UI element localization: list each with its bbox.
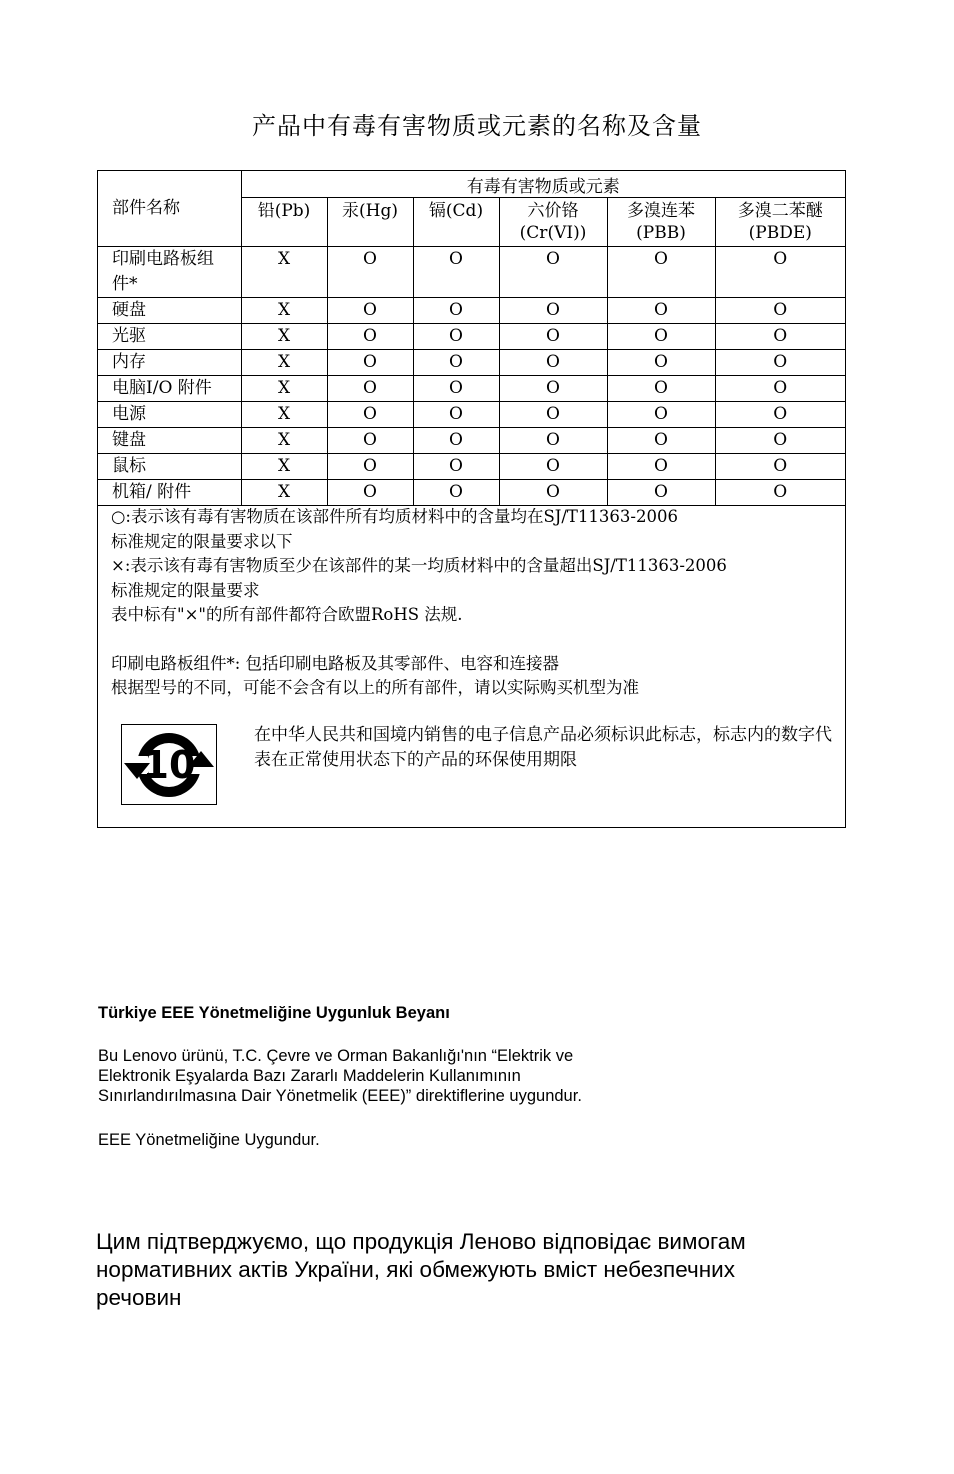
substance-header bbox=[413, 198, 499, 247]
substance-header bbox=[715, 198, 845, 247]
substance-value-cell: X bbox=[241, 298, 327, 324]
note-line: 根据型号的不同，可能不会含有以上的所有部件，请以实际购买机型为准 bbox=[111, 678, 639, 697]
ukraine-line: речовин bbox=[96, 1285, 182, 1310]
substance-value-cell: O bbox=[413, 247, 499, 298]
substance-value-cell: O bbox=[715, 350, 845, 376]
part-name-line: 内存 bbox=[112, 352, 146, 372]
part-name-cell bbox=[98, 247, 241, 298]
turkey-declaration-body bbox=[98, 1046, 582, 1106]
substance-value-cell: O bbox=[327, 324, 413, 350]
substance-value-cell: X bbox=[241, 454, 327, 480]
substance-value-cell: O bbox=[607, 480, 715, 506]
table-row bbox=[98, 247, 845, 298]
note-line: 标准规定的限量要求 bbox=[111, 580, 260, 600]
recycling-arrows-icon bbox=[122, 725, 216, 804]
substance-value-cell: O bbox=[499, 454, 607, 480]
epup-number: 10 bbox=[142, 743, 196, 787]
turkey-conformity-statement: EEE Yönetmeliğine Uygundur. bbox=[98, 1131, 320, 1149]
substance-value-cell: O bbox=[413, 350, 499, 376]
part-name-cell bbox=[98, 454, 241, 480]
part-name-line: 键盘 bbox=[112, 430, 146, 450]
substance-header-line: (PBB) bbox=[636, 223, 686, 243]
note-line: 印刷电路板组件*: 包括印刷电路板及其零部件、电容和连接器 bbox=[111, 653, 560, 673]
substance-header bbox=[607, 198, 715, 247]
part-name-line: 光驱 bbox=[112, 326, 146, 346]
substance-header bbox=[327, 198, 413, 247]
ukraine-line: нормативних актів України, які обмежують вміст небезпечних bbox=[96, 1257, 735, 1282]
substance-header-line: 镉(Cd) bbox=[428, 201, 484, 221]
page-title: 产品中有毒有害物质或元素的名称及含量 bbox=[252, 112, 702, 140]
turkey-body-line: Bu Lenovo ürünü, T.C. Çevre ve Orman Bakanlığı'nın “Elektrik ve bbox=[98, 1047, 574, 1065]
turkey-body-line: Elektronik Eşyalarda Bazı Zararlı Maddelerin Kullanımının bbox=[98, 1067, 521, 1085]
substance-value-cell: O bbox=[499, 247, 607, 298]
substance-value-cell: X bbox=[241, 428, 327, 454]
substance-value-cell: O bbox=[413, 376, 499, 402]
ukraine-declaration bbox=[96, 1228, 746, 1312]
substance-value-cell: O bbox=[607, 324, 715, 350]
note-line: 表中标有"×"的所有部件都符合欧盟RoHS 法规. bbox=[111, 605, 463, 624]
ukraine-line: Цим підтверджуємо, що продукція Леново відповідає вимогам bbox=[96, 1229, 746, 1254]
table-row bbox=[98, 402, 845, 428]
table-notes bbox=[111, 505, 727, 701]
part-name-cell bbox=[98, 324, 241, 350]
substance-value-cell: O bbox=[327, 402, 413, 428]
substance-value-cell: X bbox=[241, 376, 327, 402]
table-row bbox=[98, 350, 845, 376]
note-line: ○:表示该有毒有害物质在该部件所有均质材料中的含量均在SJ/T11363-2006 bbox=[111, 507, 678, 526]
part-name-header: 部件名称 bbox=[98, 171, 241, 247]
substance-value-cell: O bbox=[413, 454, 499, 480]
substance-value-cell: X bbox=[241, 350, 327, 376]
substance-header-line: (Cr(VI)) bbox=[519, 223, 587, 243]
substance-value-cell: O bbox=[607, 402, 715, 428]
substance-value-cell: O bbox=[413, 402, 499, 428]
part-name-cell bbox=[98, 376, 241, 402]
substance-header-line: 多溴连苯 bbox=[627, 201, 695, 221]
part-name-line: 鼠标 bbox=[112, 456, 146, 476]
table-row bbox=[98, 298, 845, 324]
substance-value-cell: X bbox=[241, 480, 327, 506]
epup-description: 在中华人民共和国境内销售的电子信息产品必须标识此标志，标志内的数字代表在正常使用状态下的产品的环保使用期限 bbox=[254, 725, 832, 770]
substance-value-cell: O bbox=[413, 480, 499, 506]
substance-value-cell: O bbox=[499, 402, 607, 428]
table-row bbox=[98, 454, 845, 480]
substance-value-cell: X bbox=[241, 247, 327, 298]
substance-value-cell: O bbox=[715, 480, 845, 506]
substance-header bbox=[241, 198, 327, 247]
substance-value-cell: O bbox=[499, 350, 607, 376]
substance-value-cell: O bbox=[327, 376, 413, 402]
substance-value-cell: O bbox=[715, 402, 845, 428]
substance-value-cell: O bbox=[413, 428, 499, 454]
substance-value-cell: O bbox=[499, 376, 607, 402]
substance-value-cell: O bbox=[499, 428, 607, 454]
substance-value-cell: O bbox=[499, 480, 607, 506]
substance-group-header: 有毒有害物质或元素 bbox=[241, 171, 845, 198]
substance-value-cell: X bbox=[241, 402, 327, 428]
part-name-cell bbox=[98, 480, 241, 506]
part-name-line: 电源 bbox=[112, 404, 146, 424]
substance-value-cell: O bbox=[607, 428, 715, 454]
substance-value-cell: O bbox=[715, 298, 845, 324]
substance-value-cell: O bbox=[715, 247, 845, 298]
substance-value-cell: O bbox=[327, 480, 413, 506]
substance-header-line: 六价铬 bbox=[527, 201, 579, 221]
substance-value-cell: O bbox=[607, 454, 715, 480]
substance-value-cell: O bbox=[327, 298, 413, 324]
substance-value-cell: O bbox=[413, 298, 499, 324]
part-name-line: 机箱/ 附件 bbox=[112, 482, 192, 502]
substance-header-line: (PBDE) bbox=[748, 223, 812, 243]
substance-value-cell: O bbox=[715, 376, 845, 402]
table-row bbox=[98, 480, 845, 506]
table-row bbox=[98, 376, 845, 402]
note-line: 标准规定的限量要求以下 bbox=[111, 531, 293, 551]
substance-value-cell: O bbox=[327, 454, 413, 480]
turkey-declaration-title: Türkiye EEE Yönetmeliğine Uygunluk Beyanı bbox=[98, 1004, 450, 1022]
substance-value-cell: O bbox=[607, 247, 715, 298]
substance-value-cell: O bbox=[607, 298, 715, 324]
substance-value-cell: O bbox=[413, 324, 499, 350]
substance-value-cell: O bbox=[499, 298, 607, 324]
part-name-cell bbox=[98, 428, 241, 454]
epup-logo bbox=[121, 724, 217, 805]
turkey-body-line: Sınırlandırılmasına Dair Yönetmelik (EEE)” direktiflerine uygundur. bbox=[98, 1087, 582, 1105]
part-name-line: 印刷电路板组 bbox=[112, 249, 214, 269]
part-name-line: 硬盘 bbox=[112, 300, 146, 320]
substance-value-cell: O bbox=[715, 428, 845, 454]
substance-value-cell: O bbox=[715, 324, 845, 350]
substance-value-cell: X bbox=[241, 324, 327, 350]
substance-value-cell: O bbox=[499, 324, 607, 350]
substance-header bbox=[499, 198, 607, 247]
substance-value-cell: O bbox=[327, 428, 413, 454]
note-line: ×:表示该有毒有害物质至少在该部件的某一均质材料中的含量超出SJ/T11363-2006 bbox=[111, 556, 727, 575]
table-row bbox=[98, 324, 845, 350]
part-name-cell bbox=[98, 350, 241, 376]
substance-header-line: 多溴二苯醚 bbox=[737, 201, 823, 221]
substance-value-cell: O bbox=[327, 350, 413, 376]
part-name-cell bbox=[98, 402, 241, 428]
part-name-line: 电脑I/O 附件 bbox=[112, 378, 212, 398]
part-name-cell bbox=[98, 298, 241, 324]
hazardous-substances-table bbox=[98, 171, 845, 506]
substance-header-line: 汞(Hg) bbox=[342, 201, 398, 221]
part-name-line: 件* bbox=[112, 274, 138, 294]
substance-value-cell: O bbox=[715, 454, 845, 480]
substance-value-cell: O bbox=[607, 350, 715, 376]
substance-value-cell: O bbox=[607, 376, 715, 402]
substance-value-cell: O bbox=[327, 247, 413, 298]
substance-header-line: 铅(Pb) bbox=[257, 201, 311, 221]
table-row bbox=[98, 428, 845, 454]
